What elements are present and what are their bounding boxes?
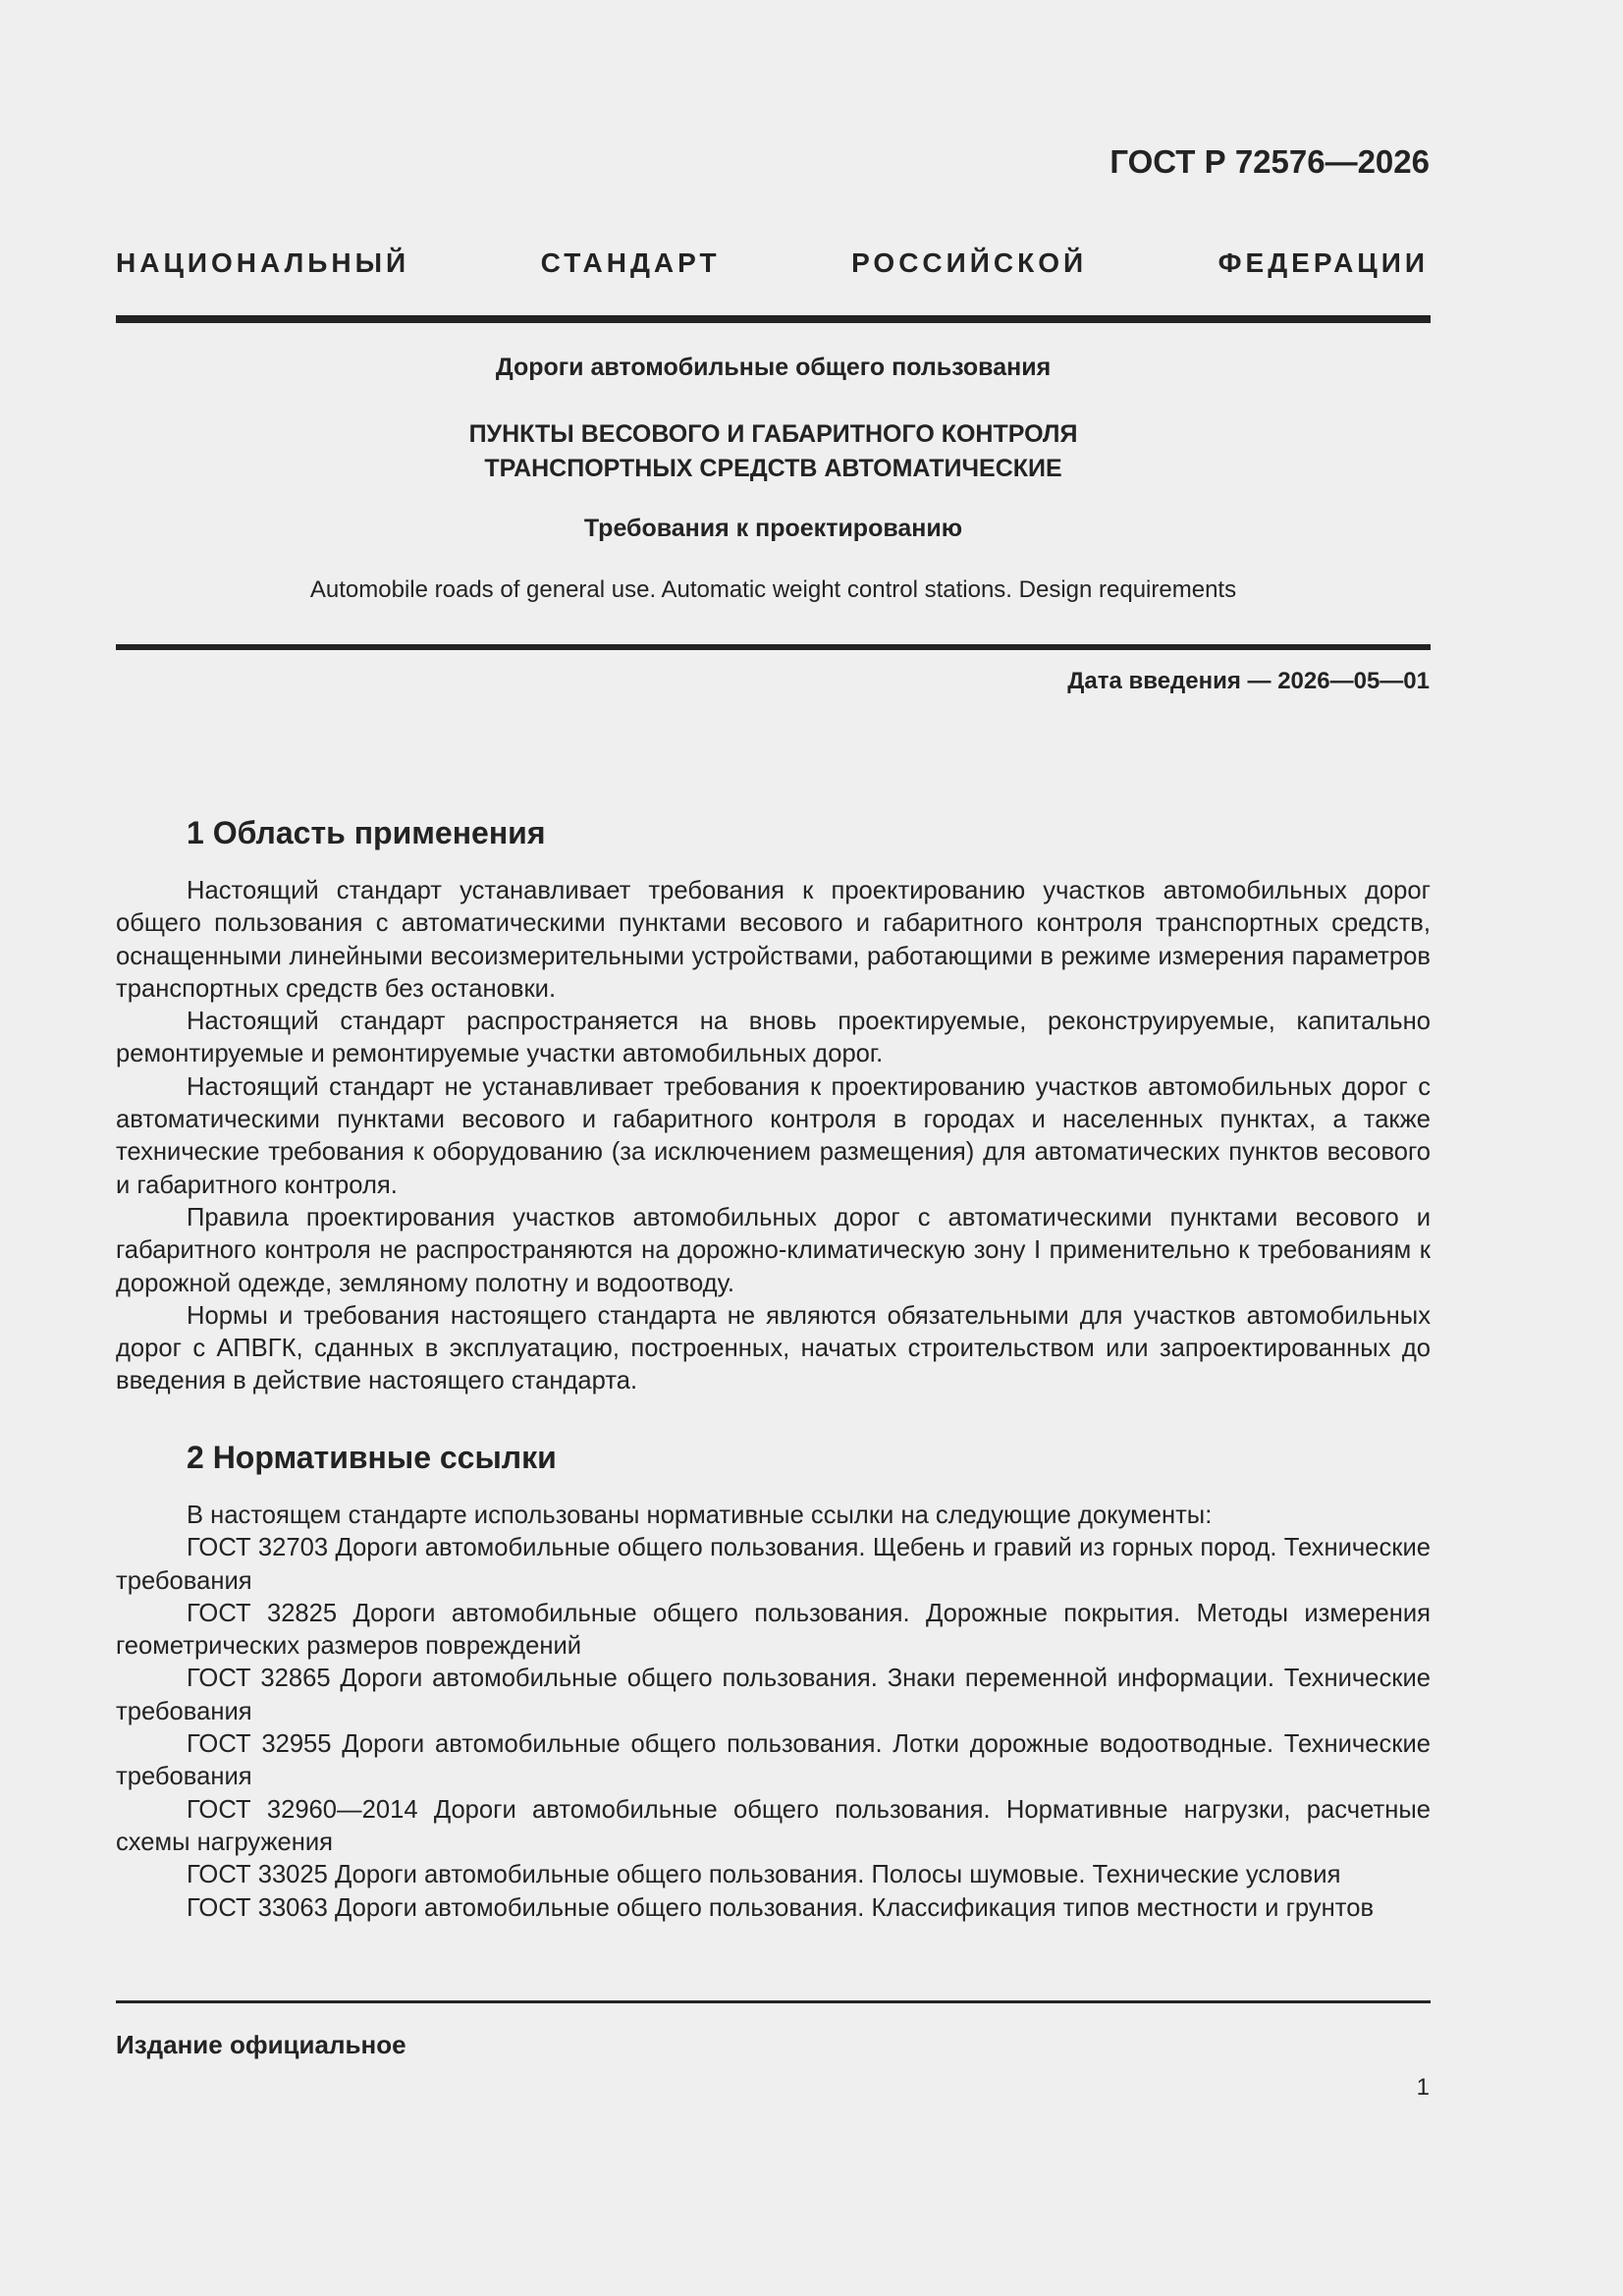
reference-item: ГОСТ 32960—2014 Дороги автомобильные общего пользования. Нормативные нагрузки, расчетные схемы нагружения bbox=[116, 1795, 1431, 1856]
section-2-body bbox=[116, 1500, 1431, 1925]
title-line-4: Требования к проектированию bbox=[583, 515, 963, 542]
reference-item: ГОСТ 33063 Дороги автомобильные общего пользования. Классификация типов местности и грунтов bbox=[187, 1893, 1375, 1922]
section-2-heading: 2 Нормативные ссылки bbox=[187, 1440, 557, 1475]
title-rule bbox=[116, 644, 1431, 650]
national-standard-banner: НАЦИОНАЛЬНЫЙ СТАНДАРТ РОССИЙСКОЙ ФЕДЕРАЦИИ bbox=[116, 247, 1429, 278]
top-rule bbox=[116, 315, 1431, 323]
edition-label: Издание официальное bbox=[116, 2030, 406, 2059]
paragraph: В настоящем стандарте использованы нормативные ссылки на следующие документы: bbox=[187, 1502, 1213, 1529]
title-line-2: ПУНКТЫ ВЕСОВОГО И ГАБАРИТНОГО КОНТРОЛЯ bbox=[468, 420, 1078, 448]
paragraph: Настоящий стандарт распространяется на вновь проектируемые, реконструируемые, капитально ремонтируемые и ремонтируемые участки автомобильных дорог. bbox=[116, 1008, 1431, 1068]
paragraph: Нормы и требования настоящего стандарта не являются обязательными для участков автомобильных дорог с АПВГК, сданных в эксплуатацию, построенных, начатых строительством или запроектированных до введения в действие настоящего стандарта. bbox=[116, 1301, 1431, 1395]
footer-rule bbox=[116, 2000, 1431, 2003]
paragraph: Настоящий стандарт устанавливает требования к проектированию участков автомобильных дорог общего пользования с автоматическими пунктами весового и габаритного контроля транспортных средств, оснащенными линейными весоизмерительными устройствами, работающими в режиме измерения параметров транспортных средств без остановки. bbox=[116, 877, 1431, 1003]
reference-item: ГОСТ 32703 Дороги автомобильные общего пользования. Щебень и гравий из горных пород. Технические требования bbox=[116, 1534, 1431, 1595]
english-title: Automobile roads of general use. Automatic weight control stations. Design requirements bbox=[309, 576, 1237, 603]
reference-item: ГОСТ 33025 Дороги автомобильные общего пользования. Полосы шумовые. Технические условия bbox=[187, 1861, 1341, 1889]
document-number: ГОСТ Р 72576—2026 bbox=[1109, 143, 1430, 180]
section-1-heading: 1 Область применения bbox=[187, 815, 546, 850]
title-main bbox=[116, 417, 1431, 486]
reference-item: ГОСТ 32865 Дороги автомобильные общего пользования. Знаки переменной информации. Технические требования bbox=[116, 1665, 1431, 1725]
page-number: 1 bbox=[1416, 2074, 1430, 2101]
paragraph: Правила проектирования участков автомобильных дорог с автоматическими пунктами весового и габаритного контроля не распространяются на дорожно-климатическую зону I применительно к требованиям к дорожной одежде, земляному полотну и водоотводу. bbox=[116, 1203, 1431, 1297]
section-1-body bbox=[116, 875, 1431, 1398]
title-line-3: ТРАНСПОРТНЫХ СРЕДСТВ АВТОМАТИЧЕСКИЕ bbox=[484, 455, 1062, 482]
paragraph: Настоящий стандарт не устанавливает требования к проектированию участков автомобильных дорог с автоматическими пунктами весового и габаритного контроля в городах и населенных пунктах, а также технические требования к оборудованию (за исключением размещения) для автоматических пунктов весового и габаритного контроля. bbox=[116, 1072, 1431, 1199]
effective-date: Дата введения — 2026—05—01 bbox=[1067, 668, 1430, 694]
title-line-1: Дороги автомобильные общего пользования bbox=[495, 354, 1052, 381]
reference-item: ГОСТ 32955 Дороги автомобильные общего пользования. Лотки дорожные водоотводные. Технические требования bbox=[116, 1730, 1431, 1791]
reference-item: ГОСТ 32825 Дороги автомобильные общего пользования. Дорожные покрытия. Методы измерения геометрических размеров повреждений bbox=[116, 1599, 1431, 1661]
